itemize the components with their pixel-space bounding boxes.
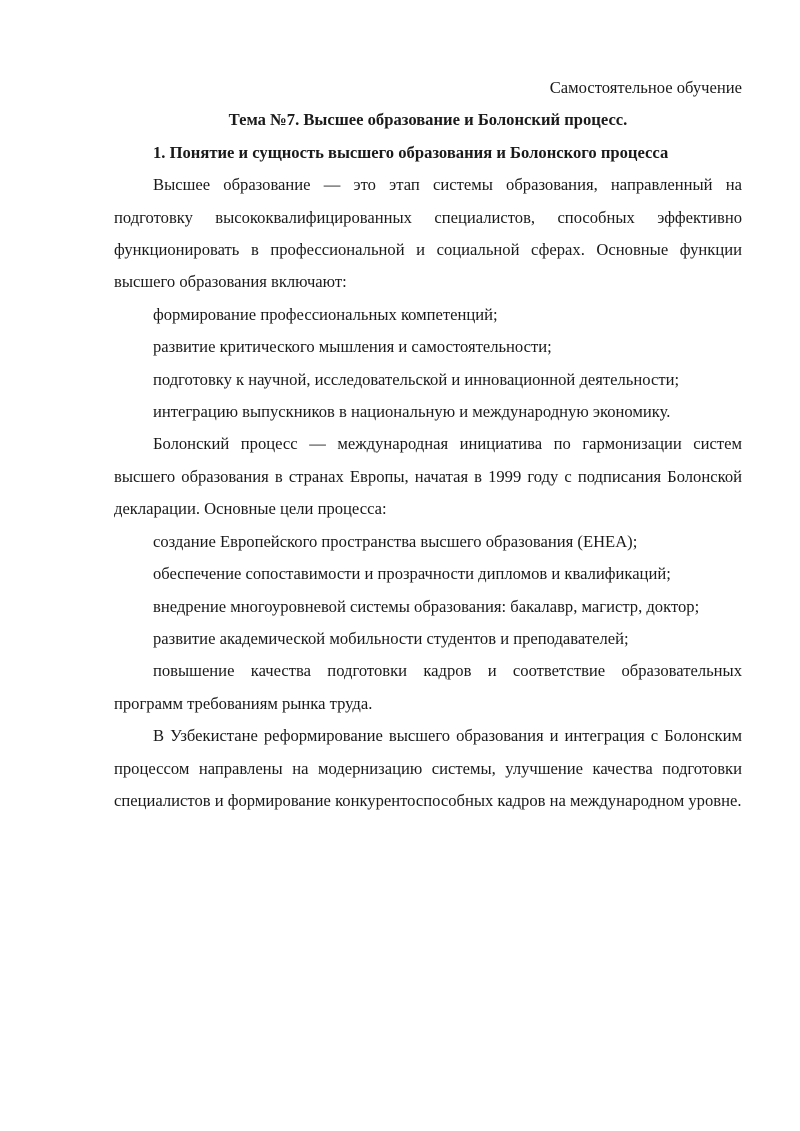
- list-item: обеспечение сопоставимости и прозрачности дипломов и квалификаций;: [153, 564, 671, 584]
- goals-list: [114, 526, 742, 720]
- list-item: формирование профессиональных компетенций;: [153, 304, 498, 324]
- list-item: развитие академической мобильности студентов и преподавателей;: [153, 628, 629, 648]
- list-item: создание Европейского пространства высшего образования (EHEA);: [153, 531, 638, 551]
- conclusion-paragraph: В Узбекистане реформирование высшего образования и интеграция с Болонским процессом направлены на модернизацию системы, улучшение качества подготовки специалистов и формирование конкурентоспособных кадров на международном уровне.: [114, 726, 742, 810]
- functions-list: [114, 299, 742, 429]
- document-title: Тема №7. Высшее образование и Болонский процесс.: [228, 110, 628, 130]
- section-title: 1. Понятие и сущность высшего образования и Болонского процесса: [153, 142, 669, 162]
- list-item: развитие критического мышления и самостоятельности;: [153, 337, 552, 357]
- list-item: внедрение многоуровневой системы образования: бакалавр, магистр, доктор;: [153, 596, 700, 616]
- list-item: интеграцию выпускников в национальную и международную экономику.: [153, 402, 671, 422]
- bologna-paragraph: Болонский процесс — международная инициатива по гармонизации систем высшего образования в странах Европы, начатая в 1999 году с подписания Болонской декларации. Основные цели процесса:: [114, 434, 742, 519]
- list-item: подготовку к научной, исследовательской и инновационной деятельности;: [153, 369, 680, 389]
- document-header: Самостоятельное обучение: [549, 78, 742, 97]
- list-item: повышение качества подготовки кадров и соответствие образовательных программ требованиям рынка труда.: [114, 661, 742, 713]
- intro-paragraph: Высшее образование — это этап системы образования, направленный на подготовку высококвалифицированных специалистов, способных эффективно функционировать в профессиональной и социальной сферах. Основные функции высшего образования включают:: [114, 175, 742, 292]
